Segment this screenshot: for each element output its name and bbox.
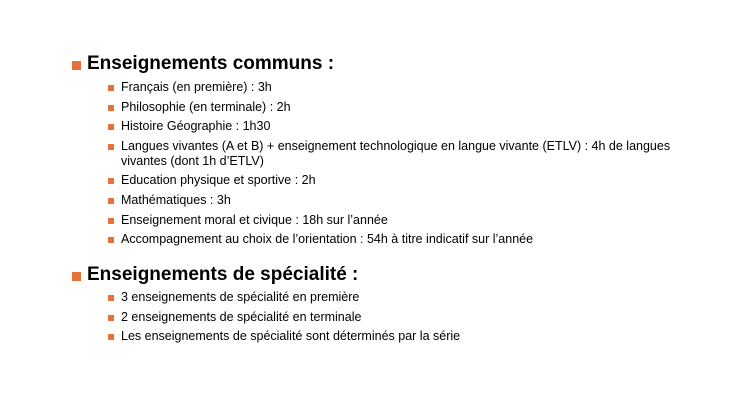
course-list [108, 290, 672, 344]
square-bullet-icon [108, 237, 114, 243]
section-heading-text: Enseignements communs : [87, 53, 335, 74]
list-item [108, 232, 672, 247]
list-item-text: Enseignement moral et civique : 18h sur l’année [121, 212, 388, 227]
list-item [108, 100, 672, 115]
section-common-courses [72, 53, 672, 252]
square-bullet-icon [72, 61, 81, 70]
square-bullet-icon [72, 272, 81, 281]
list-item [108, 290, 672, 305]
list-item [108, 193, 672, 208]
square-bullet-icon [108, 334, 114, 340]
list-item-text: 2 enseignements de spécialité en terminale [121, 309, 362, 324]
list-item-text: Accompagnement au choix de l’orientation : 54h à titre indicatif sur l’année [121, 232, 534, 247]
square-bullet-icon [108, 144, 114, 150]
square-bullet-icon [108, 105, 114, 111]
section-heading [72, 264, 672, 286]
section-heading-text: Enseignements de spécialité : [87, 264, 359, 285]
list-item [108, 310, 672, 325]
section-heading [72, 53, 672, 75]
square-bullet-icon [108, 218, 114, 224]
list-item [108, 139, 672, 169]
list-item-text: Français (en première) : 3h [121, 80, 272, 94]
list-item-text: Philosophie (en terminale) : 2h [121, 99, 291, 114]
square-bullet-icon [108, 295, 114, 301]
list-item-text: Education physique et sportive : 2h [121, 173, 316, 188]
square-bullet-icon [108, 315, 114, 321]
list-item [108, 173, 672, 188]
list-item-text: Histoire Géographie : 1h30 [121, 119, 271, 134]
list-item-text: Langues vivantes (A et B) + enseignement technologique en langue vivante (ETLV) : 4h de langues vivantes (dont 1h d’ETLV) [121, 138, 671, 168]
section-specialty-courses [72, 264, 672, 349]
square-bullet-icon [108, 85, 114, 91]
list-item-text: 3 enseignements de spécialité en première [121, 290, 360, 304]
list-item [108, 80, 672, 95]
course-list [108, 80, 672, 247]
list-item [108, 213, 672, 228]
list-item-text: Mathématiques : 3h [121, 192, 231, 207]
square-bullet-icon [108, 198, 114, 204]
square-bullet-icon [108, 178, 114, 184]
list-item-text: Les enseignements de spécialité sont déterminés par la série [121, 329, 461, 344]
list-item [108, 329, 672, 344]
square-bullet-icon [108, 124, 114, 130]
list-item [108, 119, 672, 134]
